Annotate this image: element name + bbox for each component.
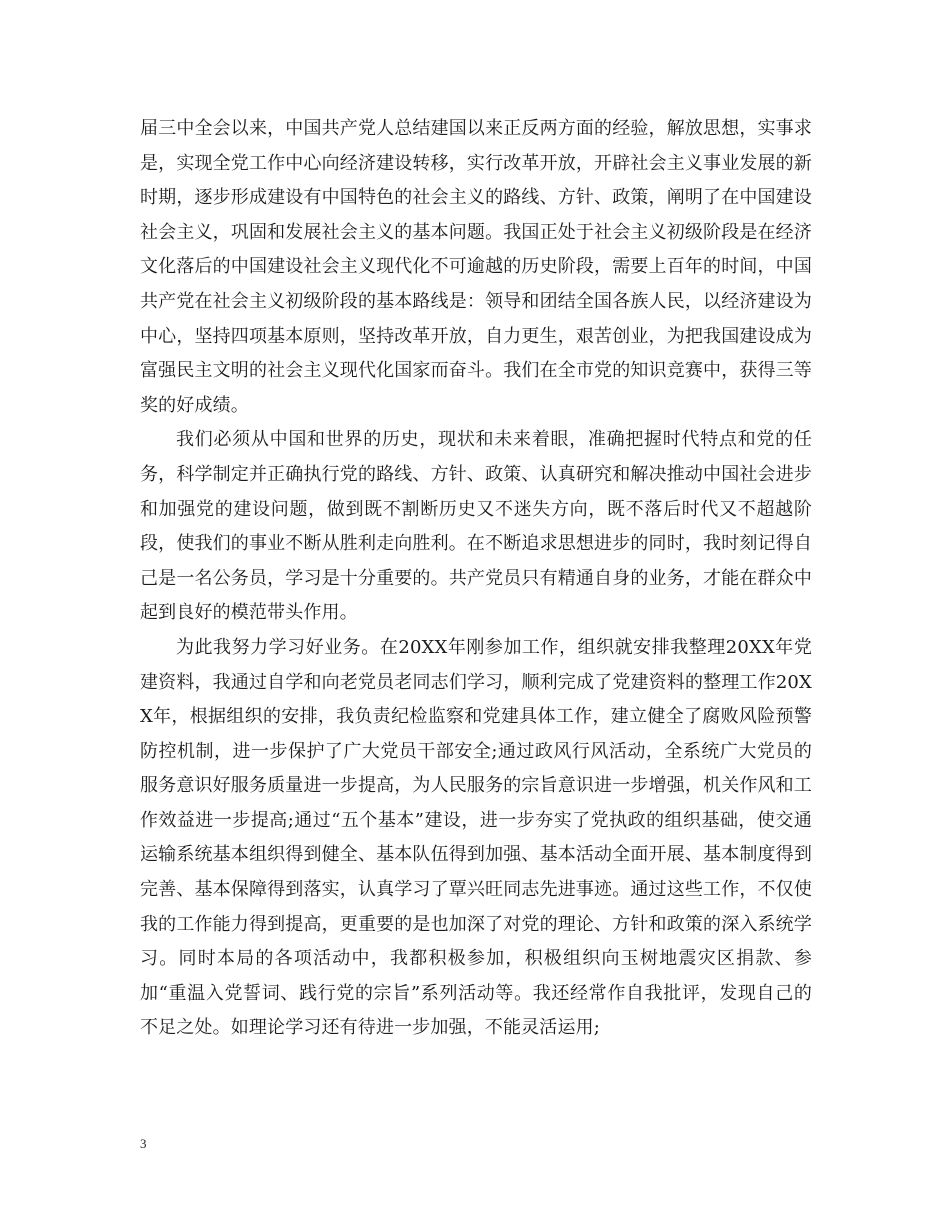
paragraph-2: 我们必须从中国和世界的历史，现状和未来着眼，准确把握时代特点和党的任务，科学制定并正确执行党的路线、方针、政策、认真研究和解决推动中国社会进步和加强党的建设问题，做到既不割断历史又不迷失方向，既不落后时代又不超越阶段，使我们的事业不断从胜利走向胜利。在不断追求思想进步的同时，我时刻记得自己是一名公务员，学习是十分重要的。共产党员只有精通自身的业务，才能在群众中起到良好的模范带头作用。	[140, 429, 812, 624]
paragraph-1: 届三中全会以来，中国共产党人总结建国以来正反两方面的经验，解放思想，实事求是，实现全党工作中心向经济建设转移，实行改革开放，开辟社会主义事业发展的新时期，逐步形成建设有中国特色的社会主义的路线、方针、政策，阐明了在中国建设社会主义，巩固和发展社会主义的基本问题。我国正处于社会主义初级阶段是在经济文化落后的中国建设社会主义现代化不可逾越的历史阶段，需要上百年的时间，中国共产党在社会主义初级阶段的基本路线是：领导和团结全国各族人民，以经济建设为中心，坚持四项基本原则，坚持改革开放，自力更生，艰苦创业，为把我国建设成为富强民主文明的社会主义现代化国家而奋斗。我们在全市党的知识竞赛中，获得三等奖的好成绩。	[140, 118, 812, 416]
paragraph-3: 为此我努力学习好业务。在20XX年刚参加工作，组织就安排我整理20XX年党建资料，我通过自学和向老党员老同志们学习，顺利完成了党建资料的整理工作20XX年，根据组织的安排，我负责纪检监察和党建具体工作，建立健全了腐败风险预警防控机制，进一步保护了广大党员干部安全;通过政风行风活动，全系统广大党员的服务意识好服务质量进一步提高，为人民服务的宗旨意识进一步增强，机关作风和工作效益进一步提高;通过“五个基本”建设，进一步夯实了党执政的组织基础，使交通运输系统基本组织得到健全、基本队伍得到加强、基本活动全面开展、基本制度得到完善、基本保障得到落实，认真学习了覃兴旺同志先进事迹。通过这些工作，不仅使我的工作能力得到提高，更重要的是也加深了对党的理论、方针和政策的深入系统学习。同时本局的各项活动中，我都积极参加，积极组织向玉树地震灾区捐款、参加“重温入党誓词、践行党的宗旨”系列活动等。我还经常作自我批评，发现自己的不足之处。如理论学习还有待进一步加强，不能灵活运用;	[140, 636, 812, 1039]
page-number: 3	[140, 1136, 147, 1151]
document-body	[140, 112, 812, 1046]
